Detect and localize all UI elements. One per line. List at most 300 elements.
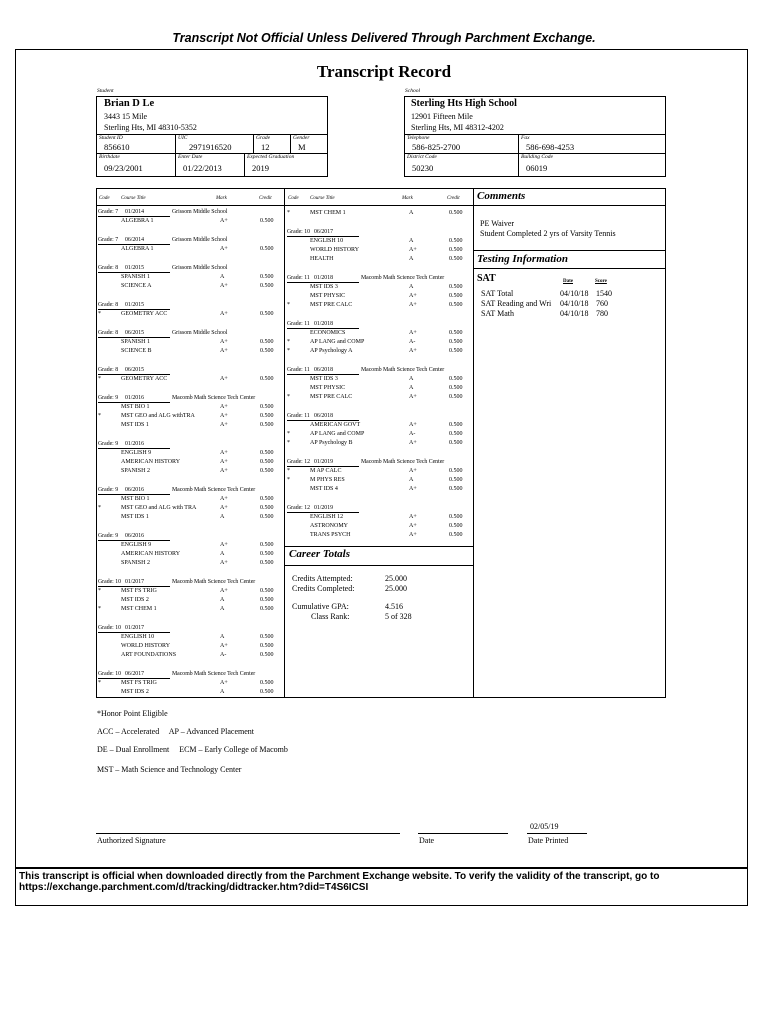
course-row — [96, 596, 284, 605]
term-header — [285, 228, 473, 237]
honor-marker: * — [98, 680, 101, 686]
telephone-caption: Telephone — [407, 135, 430, 141]
course-credit: 0.500 — [260, 689, 274, 695]
course-mark: A+ — [220, 542, 228, 548]
term-school: Macomb Math Science Tech Center — [172, 395, 256, 401]
course-mark: A — [220, 606, 225, 612]
course-title: MST IDS 2 — [121, 597, 149, 603]
course-mark: A+ — [220, 311, 228, 317]
test-date: 04/10/18 — [560, 289, 589, 298]
course-row — [285, 522, 473, 531]
telephone-value: 586-825-2700 — [412, 142, 461, 152]
term-grade: Grade: 9 — [98, 395, 119, 401]
course-title: ENGLISH 10 — [121, 634, 155, 640]
district-caption: District Code — [407, 154, 437, 160]
course-mark: A- — [220, 652, 227, 658]
comment-line-2: Student Completed 2 yrs of Varsity Tennis — [480, 229, 616, 238]
honor-marker: * — [98, 311, 101, 317]
test-name: SAT Math — [481, 309, 514, 318]
term-header — [285, 366, 473, 375]
course-credit: 0.500 — [449, 330, 463, 336]
course-credit: 0.500 — [260, 643, 274, 649]
honor-marker: * — [287, 348, 290, 354]
term-school: Grissom Middle School — [172, 209, 228, 215]
course-row — [96, 458, 284, 467]
course-row — [285, 255, 473, 264]
course-title: GEOMETRY ACC — [121, 311, 168, 317]
course-credit: 0.500 — [260, 588, 274, 594]
course-credit: 0.500 — [260, 468, 274, 474]
class-rank-value: 5 of 328 — [385, 612, 412, 621]
course-title: SPANISH 1 — [121, 339, 150, 345]
course-mark: A — [409, 210, 414, 216]
course-mark: A- — [409, 339, 416, 345]
term-header — [96, 366, 284, 375]
course-row — [96, 310, 284, 319]
honor-marker: * — [287, 394, 290, 400]
term-grade: Grade: 10 — [98, 579, 122, 585]
course-title: AMERICAN HISTORY — [121, 551, 181, 557]
term-grade: Grade: 11 — [287, 413, 310, 419]
course-mark: A — [220, 551, 225, 557]
course-credit: 0.500 — [449, 477, 463, 483]
course-row — [285, 421, 473, 430]
legend-line-3: MST – Math Science and Technology Center — [97, 765, 242, 774]
course-title: MST IDS 1 — [121, 514, 149, 520]
course-mark: A+ — [220, 450, 228, 456]
course-mark: A — [409, 238, 414, 244]
term-grade: Grade: 8 — [98, 265, 119, 271]
course-title: MST CHEM 1 — [310, 210, 346, 216]
course-title: ECONOMICS — [310, 330, 346, 336]
grade-caption: Grade — [256, 135, 271, 141]
term-date: 06/2014 — [125, 237, 145, 243]
course-title: ENGLISH 9 — [121, 450, 152, 456]
term-header — [96, 624, 284, 633]
course-credit: 0.500 — [260, 505, 274, 511]
col1-code-header: Code — [99, 196, 110, 201]
student-id: 856610 — [104, 142, 130, 152]
credits-completed-label: Credits Completed: — [292, 584, 355, 593]
course-mark: A+ — [220, 246, 228, 252]
course-row — [285, 476, 473, 485]
term-date: 06/2016 — [125, 533, 145, 539]
school-name: Sterling Hts High School — [411, 98, 517, 109]
course-mark: A — [220, 689, 225, 695]
term-grade: Grade: 10 — [98, 671, 122, 677]
course-credit: 0.500 — [260, 542, 274, 548]
term-header — [285, 320, 473, 329]
fax-value: 586-698-4253 — [526, 142, 575, 152]
course-title: ALGEBRA 1 — [121, 218, 154, 224]
course-title: MST GEO and ALG with TRA — [121, 505, 197, 511]
student-box — [96, 96, 328, 177]
birthdate-caption: Birthdate — [99, 154, 120, 160]
course-mark: A+ — [220, 468, 228, 474]
course-title: ALGEBRA 1 — [121, 246, 154, 252]
term-grade: Grade: 8 — [98, 330, 119, 336]
course-credit: 0.500 — [260, 246, 274, 252]
course-credit: 0.500 — [449, 210, 463, 216]
honor-marker: * — [287, 468, 290, 474]
course-mark: A — [409, 284, 414, 290]
term-grade: Grade: 8 — [98, 302, 119, 308]
term-date: 06/2015 — [125, 367, 145, 373]
course-title: MST CHEM 1 — [121, 606, 157, 612]
uic-value: 2971916520 — [189, 142, 232, 152]
term-header — [96, 670, 284, 679]
course-mark: A — [409, 477, 414, 483]
course-credit: 0.500 — [449, 431, 463, 437]
course-mark: A+ — [220, 376, 228, 382]
course-row — [285, 246, 473, 255]
course-row — [96, 412, 284, 421]
date-printed-value: 02/05/19 — [530, 822, 559, 831]
comments-title: Comments — [477, 190, 526, 202]
course-credit: 0.500 — [449, 394, 463, 400]
student-id-caption: Student ID — [99, 135, 123, 141]
course-row — [96, 679, 284, 688]
course-title: SCIENCE B — [121, 348, 152, 354]
course-title: ASTRONOMY — [310, 523, 349, 529]
course-mark: A+ — [409, 422, 417, 428]
course-row — [285, 347, 473, 356]
date-line — [418, 833, 508, 834]
course-row — [285, 531, 473, 540]
term-date: 06/2018 — [314, 413, 334, 419]
test-score-header: Score — [595, 279, 607, 284]
term-grade: Grade: 8 — [98, 367, 119, 373]
course-credit: 0.500 — [260, 422, 274, 428]
course-credit: 0.500 — [449, 468, 463, 474]
course-mark: A+ — [220, 588, 228, 594]
course-row — [96, 651, 284, 660]
course-row — [96, 541, 284, 550]
course-row — [285, 513, 473, 522]
term-date: 01/2018 — [314, 321, 334, 327]
course-title: GEOMETRY ACC — [121, 376, 168, 382]
course-row — [96, 642, 284, 651]
sat-heading: SAT — [477, 273, 496, 284]
course-credit: 0.500 — [260, 606, 274, 612]
course-mark: A+ — [409, 468, 417, 474]
course-mark: A+ — [409, 247, 417, 253]
course-credit: 0.500 — [260, 680, 274, 686]
course-mark: A+ — [220, 283, 228, 289]
course-title: MST PRE CALC — [310, 394, 353, 400]
term-date: 01/2017 — [125, 579, 145, 585]
course-credit: 0.500 — [449, 440, 463, 446]
course-credit: 0.500 — [260, 514, 274, 520]
term-date: 06/2017 — [314, 229, 334, 235]
honor-marker: * — [98, 376, 101, 382]
honor-note: *Honor Point Eligible — [97, 709, 168, 718]
course-row — [96, 217, 284, 226]
honor-marker: * — [287, 431, 290, 437]
building-value: 06019 — [526, 163, 548, 173]
term-header — [96, 236, 284, 245]
school-address-2: Sterling Hts, MI 48312-4202 — [411, 123, 504, 132]
course-mark: A+ — [409, 302, 417, 308]
course-mark: A+ — [220, 680, 228, 686]
term-school: Macomb Math Science Tech Center — [172, 487, 256, 493]
course-mark: A+ — [409, 486, 417, 492]
course-title: MST FS TRIG — [121, 588, 157, 594]
course-credit: 0.500 — [449, 514, 463, 520]
term-header — [96, 264, 284, 273]
term-grade: Grade: 11 — [287, 367, 310, 373]
course-row — [96, 449, 284, 458]
course-credit: 0.500 — [260, 283, 274, 289]
course-mark: A+ — [409, 440, 417, 446]
term-school: Macomb Math Science Tech Center — [172, 579, 256, 585]
course-credit: 0.500 — [260, 274, 274, 280]
term-date: 01/2016 — [125, 441, 145, 447]
honor-marker: * — [287, 210, 290, 216]
term-header — [285, 504, 473, 513]
course-mark: A+ — [220, 459, 228, 465]
course-row — [96, 245, 284, 254]
course-title: AP LANG and COMP — [310, 339, 365, 345]
course-title: ART FOUNDATIONS — [121, 652, 177, 658]
term-date: 06/2017 — [125, 671, 145, 677]
course-row — [96, 495, 284, 504]
term-school: Grissom Middle School — [172, 330, 228, 336]
course-row — [96, 587, 284, 596]
course-credit: 0.500 — [449, 422, 463, 428]
honor-marker: * — [98, 588, 101, 594]
term-grade: Grade: 9 — [98, 533, 119, 539]
course-mark: A+ — [409, 523, 417, 529]
course-title: AMERICAN GOVT — [310, 422, 361, 428]
term-date: 01/2019 — [314, 459, 334, 465]
test-score: 1540 — [596, 289, 612, 298]
course-row — [285, 430, 473, 439]
course-credit: 0.500 — [449, 256, 463, 262]
test-date-header: Date — [563, 279, 573, 284]
course-mark: A — [409, 385, 414, 391]
term-school: Grissom Middle School — [172, 237, 228, 243]
term-date: 06/2016 — [125, 487, 145, 493]
legend-line-2: DE – Dual Enrollment ECM – Early College of Macomb — [97, 745, 288, 754]
course-mark: A+ — [220, 339, 228, 345]
col2-title-header: Course Title — [310, 196, 335, 201]
official-banner: Transcript Not Official Unless Delivered Through Parchment Exchange. — [172, 31, 596, 45]
course-title: M PHYS RES — [310, 477, 345, 483]
term-grade: Grade: 12 — [287, 505, 311, 511]
verification-note: This transcript is official when downloaded directly from the Parchment Exchange website. To verify the validity of the transcript, go to https://exchange.parchment.com/d/tracking/didtracker.htm?did=T4S6ICSI — [19, 871, 660, 893]
honor-marker: * — [98, 505, 101, 511]
course-credit: 0.500 — [449, 348, 463, 354]
term-header — [96, 394, 284, 403]
class-rank-label: Class Rank: — [311, 612, 350, 621]
graduation-value: 2019 — [252, 163, 269, 173]
test-score: 760 — [596, 299, 608, 308]
term-date: 01/2014 — [125, 209, 145, 215]
course-mark: A+ — [409, 514, 417, 520]
school-caption: School — [405, 88, 420, 94]
course-title: MST PRE CALC — [310, 302, 353, 308]
term-date: 01/2016 — [125, 395, 145, 401]
credits-attempted-value: 25.000 — [385, 574, 407, 583]
course-row — [285, 301, 473, 310]
course-title: MST FS TRIG — [121, 680, 157, 686]
course-credit: 0.500 — [449, 302, 463, 308]
course-mark: A+ — [409, 532, 417, 538]
gpa-label: Cumulative GPA: — [292, 602, 349, 611]
course-row — [96, 633, 284, 642]
printed-date-line — [527, 833, 587, 834]
col2-mark-header: Mark — [402, 196, 413, 201]
course-title: TRANS PSYCH — [310, 532, 351, 538]
course-row — [96, 403, 284, 412]
course-row — [96, 550, 284, 559]
term-grade: Grade: 9 — [98, 441, 119, 447]
career-totals-title: Career Totals — [289, 548, 351, 560]
student-name: Brian D Le — [104, 98, 155, 109]
gpa-value: 4.516 — [385, 602, 403, 611]
term-school: Macomb Math Science Tech Center — [172, 671, 256, 677]
course-row — [96, 559, 284, 568]
term-grade: Grade: 12 — [287, 459, 311, 465]
course-credit: 0.500 — [449, 238, 463, 244]
honor-marker: * — [287, 339, 290, 345]
course-title: MST IDS 2 — [121, 689, 149, 695]
col2-code-header: Code — [288, 196, 299, 201]
course-row — [96, 605, 284, 614]
term-date: 01/2018 — [314, 275, 334, 281]
course-credit: 0.500 — [449, 284, 463, 290]
course-credit: 0.500 — [449, 293, 463, 299]
course-title: WORLD HISTORY — [310, 247, 360, 253]
term-grade: Grade: 7 — [98, 209, 119, 215]
course-title: MST BIO 1 — [121, 496, 150, 502]
course-mark: A — [409, 256, 414, 262]
test-date: 04/10/18 — [560, 309, 589, 318]
date-printed-label: Date Printed — [528, 836, 569, 845]
course-mark: A+ — [220, 422, 228, 428]
test-date: 04/10/18 — [560, 299, 589, 308]
course-row — [285, 283, 473, 292]
course-row — [96, 273, 284, 282]
course-row — [96, 504, 284, 513]
course-title: MST PHYSIC — [310, 293, 346, 299]
course-mark: A+ — [220, 404, 228, 410]
course-title: MST IDS 3 — [310, 284, 338, 290]
course-mark: A+ — [220, 643, 228, 649]
course-row — [96, 338, 284, 347]
honor-marker: * — [287, 440, 290, 446]
course-credit: 0.500 — [449, 339, 463, 345]
course-mark: A+ — [220, 505, 228, 511]
course-title: MST IDS 1 — [121, 422, 149, 428]
course-credit: 0.500 — [449, 532, 463, 538]
course-mark: A+ — [220, 218, 228, 224]
course-mark: A — [220, 514, 225, 520]
course-credit: 0.500 — [449, 376, 463, 382]
comment-line-1: PE Waiver — [480, 219, 515, 228]
course-credit: 0.500 — [260, 496, 274, 502]
course-credit: 0.500 — [260, 404, 274, 410]
course-row — [285, 384, 473, 393]
term-date: 01/2019 — [314, 505, 334, 511]
term-date: 06/2018 — [314, 367, 334, 373]
course-mark: A — [220, 274, 225, 280]
gender-value: M — [298, 142, 306, 152]
credits-attempted-label: Credits Attempted: — [292, 574, 353, 583]
course-credit: 0.500 — [260, 348, 274, 354]
test-name: SAT Reading and Wri — [481, 299, 552, 308]
course-mark: A+ — [220, 348, 228, 354]
gender-caption: Gender — [293, 135, 310, 141]
term-grade: Grade: 11 — [287, 275, 310, 281]
term-header — [96, 208, 284, 217]
term-grade: Grade: 10 — [287, 229, 311, 235]
term-header — [285, 458, 473, 467]
term-header — [96, 329, 284, 338]
signature-line — [96, 833, 400, 834]
term-date: 01/2015 — [125, 265, 145, 271]
term-date: 01/2017 — [125, 625, 145, 631]
term-school: Grissom Middle School — [172, 265, 228, 271]
col1-credit-header: Credit — [259, 196, 272, 201]
term-date: 06/2015 — [125, 330, 145, 336]
course-mark: A — [409, 376, 414, 382]
col1-title-header: Course Title — [121, 196, 146, 201]
birthdate-value: 09/23/2001 — [104, 163, 143, 173]
student-address-1: 3443 15 Mile — [104, 112, 148, 121]
col2-credit-header: Credit — [447, 196, 460, 201]
course-row — [96, 467, 284, 476]
authorized-signature-label: Authorized Signature — [97, 836, 166, 845]
term-school: Macomb Math Science Tech Center — [361, 367, 445, 373]
course-row — [285, 393, 473, 402]
course-mark: A+ — [409, 394, 417, 400]
course-mark: A- — [409, 431, 416, 437]
course-credit: 0.500 — [260, 450, 274, 456]
course-title: AP Psychology B — [310, 440, 353, 446]
course-title: AP LANG and COMP — [310, 431, 365, 437]
course-row — [96, 513, 284, 522]
course-credit: 0.500 — [449, 486, 463, 492]
course-mark: A — [220, 634, 225, 640]
course-credit: 0.500 — [260, 311, 274, 317]
course-title: MST IDS 3 — [310, 376, 338, 382]
building-caption: Building Code — [521, 154, 553, 160]
term-header — [96, 440, 284, 449]
course-mark: A+ — [220, 496, 228, 502]
page-title: Transcript Record — [316, 62, 452, 81]
signature-date-label: Date — [419, 836, 435, 845]
course-title: MST IDS 4 — [310, 486, 338, 492]
student-address-2: Sterling Hts, MI 48310-5352 — [104, 123, 197, 132]
honor-marker: * — [287, 302, 290, 308]
course-credit: 0.500 — [449, 523, 463, 529]
honor-marker: * — [287, 477, 290, 483]
grade-value: 12 — [261, 142, 270, 152]
course-credit: 0.500 — [449, 385, 463, 391]
term-date: 01/2015 — [125, 302, 145, 308]
course-credit: 0.500 — [260, 413, 274, 419]
course-row — [285, 209, 473, 218]
course-credit: 0.500 — [260, 551, 274, 557]
course-credit: 0.500 — [260, 597, 274, 603]
course-row — [285, 375, 473, 384]
fax-caption: Fax — [521, 135, 530, 141]
course-title: SPANISH 2 — [121, 468, 150, 474]
course-row — [285, 338, 473, 347]
course-title: SPANISH 1 — [121, 274, 150, 280]
